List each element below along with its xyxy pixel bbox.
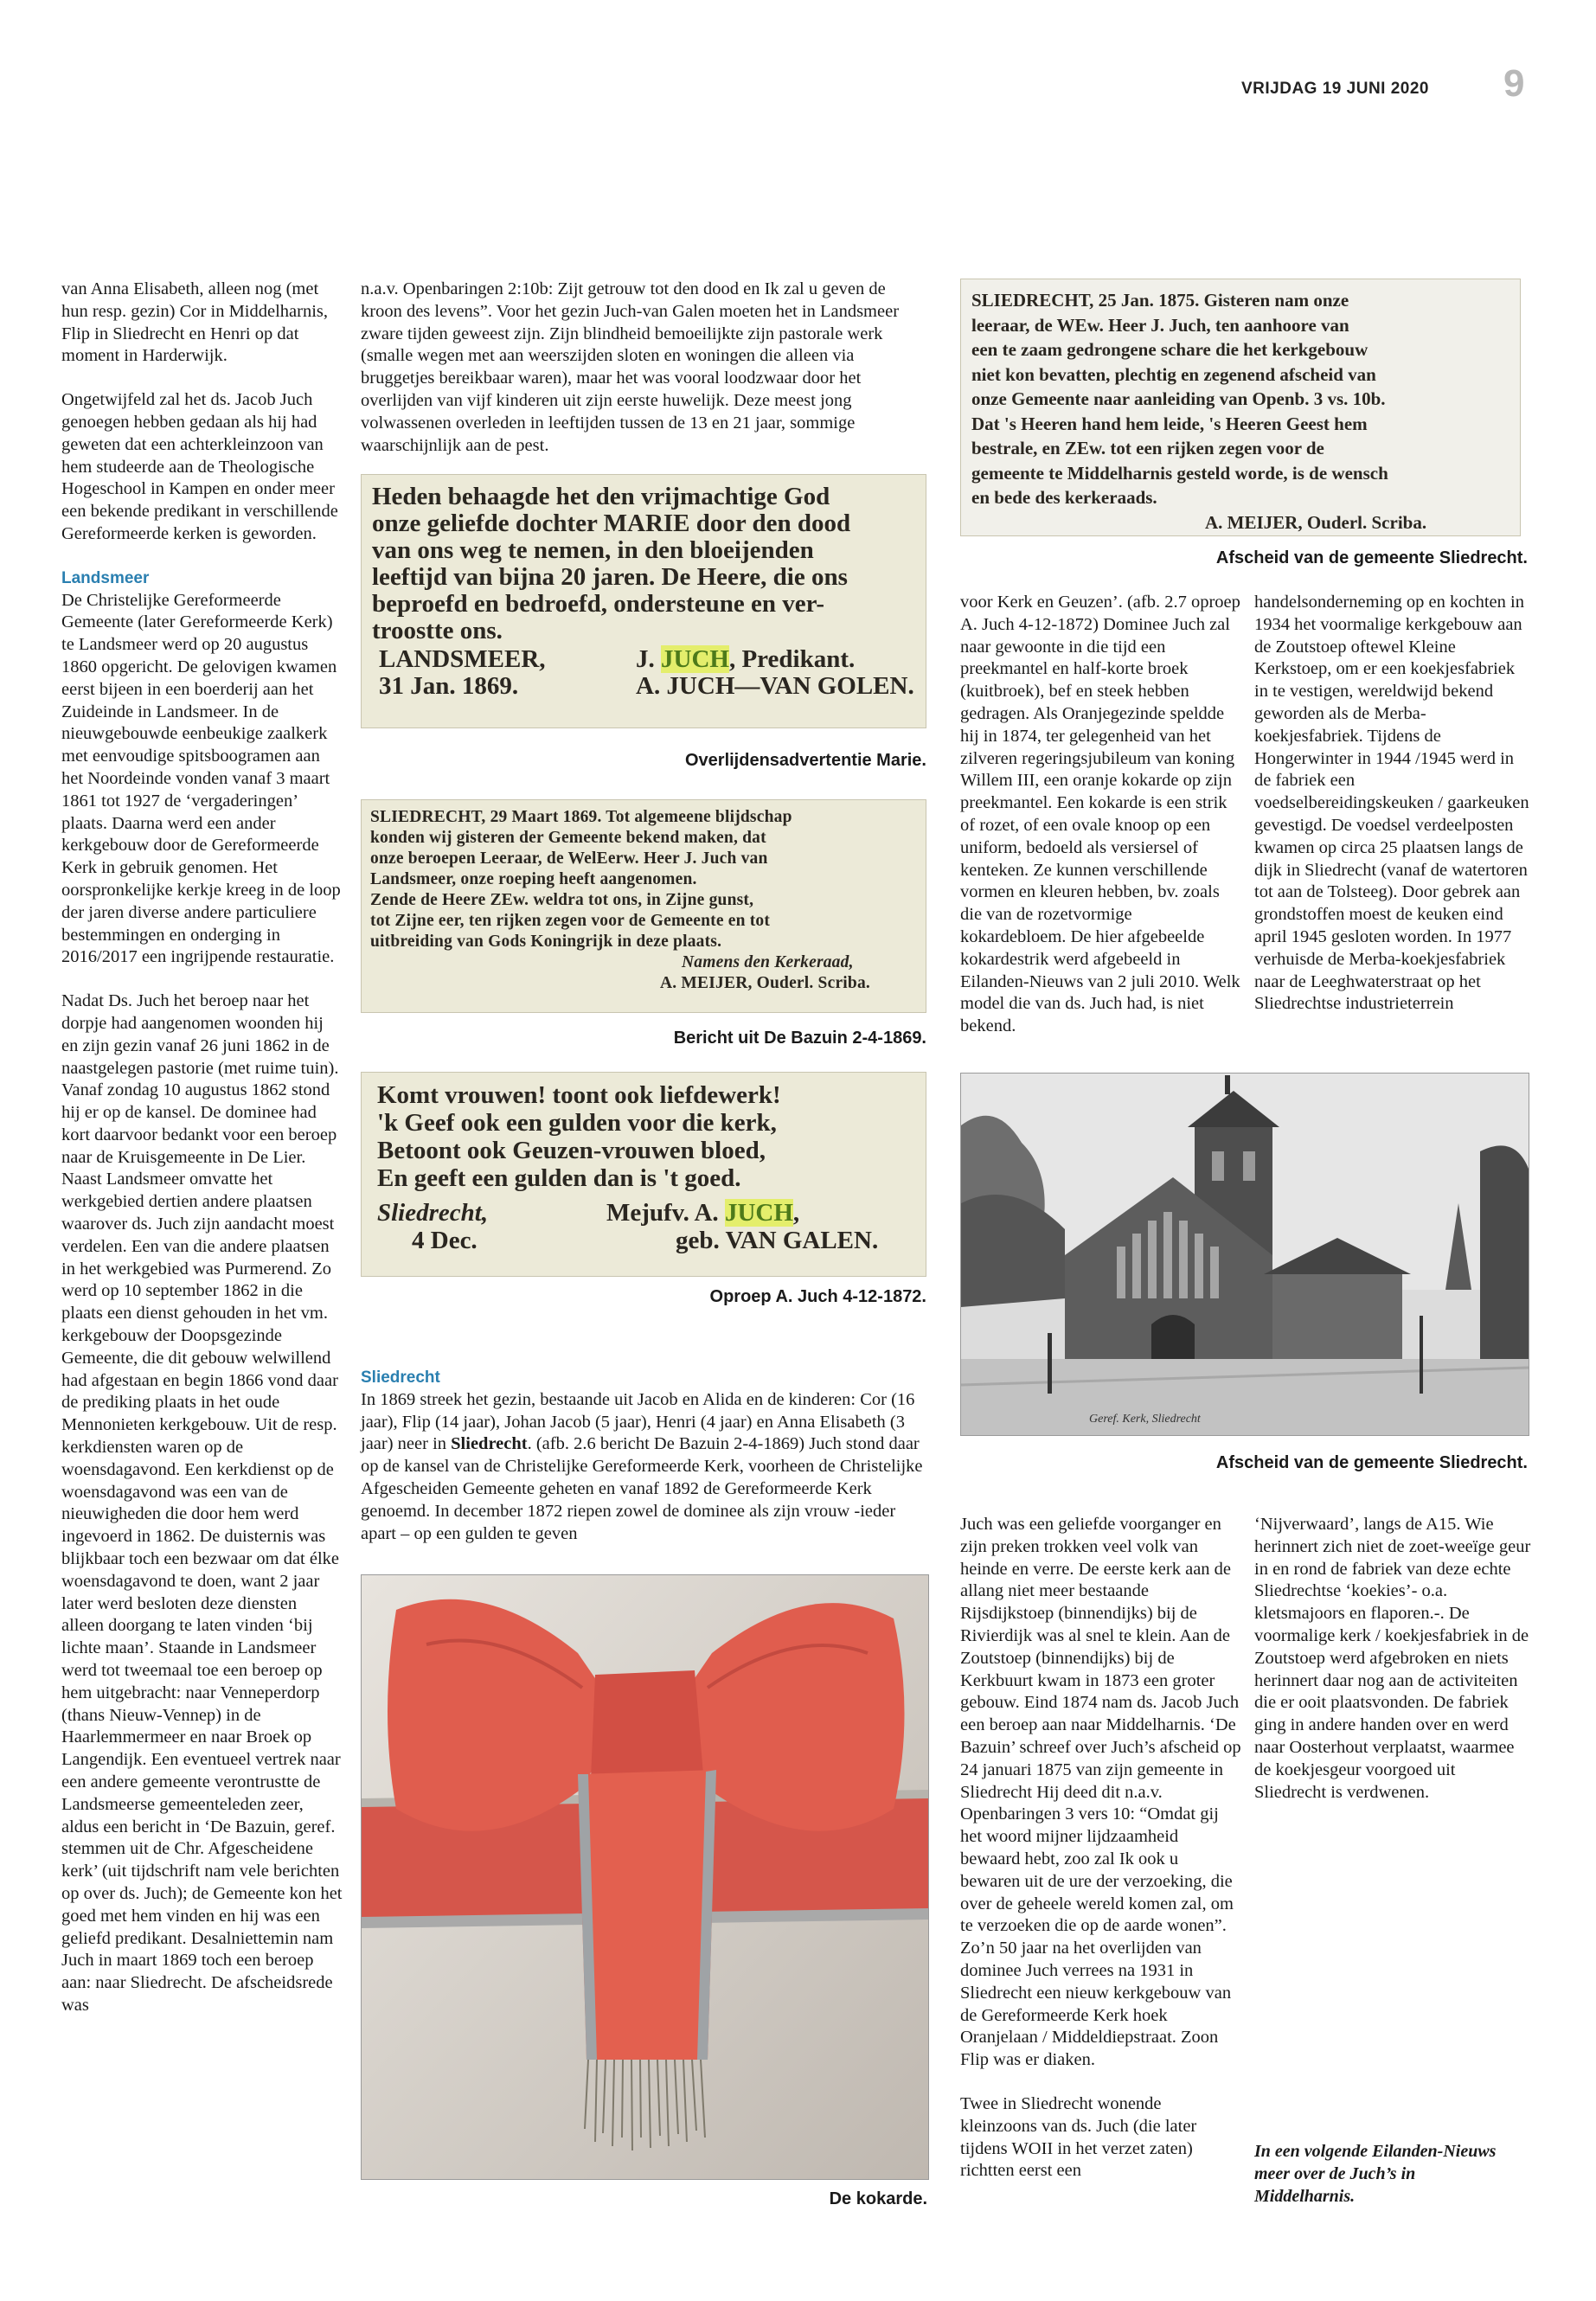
clip3-line: Betoont ook Geuzen-vrouwen bloed,: [377, 1137, 766, 1164]
death-notice-clipping: [361, 474, 926, 728]
clip4-line: Dat 's Heeren hand hem leide, 's Heeren Geest hem: [971, 413, 1368, 434]
clip3-signature-2: geb. VAN GALEN.: [676, 1227, 879, 1254]
clip1-line: van ons weg te nemen, in den bloeijenden: [372, 536, 814, 564]
clip1-date: 31 Jan. 1869.: [379, 672, 519, 700]
church-image: [961, 1074, 1529, 1435]
clip4-line: SLIEDRECHT, 25 Jan. 1875. Gisteren nam onze: [971, 290, 1349, 311]
col1-paragraph-1: van Anna Elisabeth, alleen nog (met hun resp. gezin) Cor in Middelharnis, Flip in Sliedrecht en Henri op dat moment in Harderwijk.: [61, 279, 329, 366]
col3-body: [960, 1514, 1241, 2204]
clip1-line: beproefd en bedroefd, ondersteune en ver-: [372, 590, 825, 618]
clip1-line: Heden behaagde het den vrijmachtige God: [372, 483, 830, 510]
clip3-line: En geeft een gulden dan is 't goed.: [377, 1164, 741, 1192]
clip1-line: onze geliefde dochter MARIE door den dood: [372, 510, 851, 537]
clip2-signature-2: A. MEIJER, Ouderl. Scriba.: [660, 974, 870, 992]
clip4-line: leeraar, de WEw. Heer J. Juch, ten aanhoore van: [971, 314, 1349, 336]
col1-paragraph-3: De Christelijke Gereformeerde Gemeente (later Gereformeerde Kerk) te Landsmeer werd op 20 augustus 1860 opgericht. De gelovigen kwamen eerst bijeen in een boerderij aan het Zuideinde in Landsmeer. In de nieuwgebouwde eenbeukige zaalkerk met eenvoudige spitsboogramen aan het Noordeinde vonden vanaf 3 maart 1861 tot 1927 de ‘vergaderingen’ plaats. Daarna werd een ander kerkgebouw door de Gereformeerde Kerk in gebruik genomen. Het oorspronkelijke kerkje kreeg in de loop der jaren diverse andere particuliere bestemmingen en onderging in 2016/2017 een ingrijpende restauratie.: [61, 590, 341, 967]
clip3-line: Komt vrouwen! toont ook liefdewerk!: [377, 1081, 781, 1109]
clip4-line: onze Gemeente naar aanleiding van Openb. 3 vs. 10b.: [971, 388, 1386, 409]
clip2-line: konden wij gisteren der Gemeente bekend maken, dat: [370, 829, 766, 847]
clip2-line: Landsmeer, onze roeping heeft aangenomen.: [370, 870, 697, 888]
col3-paragraph-a: voor Kerk en Geuzen’. (afb. 2.7 oproep A. Juch 4-12-1872) Dominee Juch zal naar gewoonte in die tijd een preekmantel en half-korte broek (kuitbroek), bef en steek hebben gedragen. Als Oranjegezinde speldde hij in 1874, ter gelegenheid van het zilveren regeringsjubileum van koning Willem III, een oranje kokarde op zijn preekmantel. Een kokarde is een strik of rozet, of een ovale knoop op een uniform, bedoeld als versiersel of kenteken. Ze kunnen verschillende vormen en kleuren hebben, bv. zoals die van de rozetvormige kokardebloem. De hier afgebeelde kokardestrik werd afgebeeld in Eilanden-Nieuws van 2 juli 2010. Welk model die van ds. Juch had, is niet bekend.: [960, 593, 1240, 1036]
clip3-line: 'k Geef ook een gulden voor die kerk,: [377, 1109, 777, 1137]
next-issue-note: In een volgende Eilanden-Nieuws meer over de Juch’s in Middelharnis.: [1254, 2142, 1497, 2206]
col2-paragraph-2: In 1869 streek het gezin, bestaande uit Jacob en Alida en de kinderen: Cor (16 jaar), Flip (14 jaar), Johan Jacob (5 jaar), Henri (4 jaar) en Anna Elisabeth (3 jaar) neer in Sliedrecht. (afb. 2.6 bericht De Bazuin 2-4-1869) Juch stond daar op de kansel van de Christelijke Gereformeerde Kerk, voorheen de Christelijke Afgescheiden Gemeente geheten en vanaf 1892 de Gereformeerde Kerk genoemd. In december 1872 riepen zowel de dominee als zijn vrouw -ieder apart – op een gulden te geven: [361, 1389, 923, 1543]
section-heading-landsmeer: Landsmeer: [61, 568, 150, 587]
clip3-signature-1: Mejufv. A. JUCH,: [606, 1199, 800, 1227]
clip3-place: Sliedrecht,: [377, 1199, 489, 1227]
sliedrecht-section: [361, 1367, 927, 1545]
clip1-line: leeftijd van bijna 20 jaren. De Heere, die ons: [372, 563, 848, 591]
bazuin-notice-clipping: [361, 799, 926, 1013]
kokarde-image: [362, 1575, 928, 2179]
caption-farewell-clipping: Afscheid van de gemeente Sliedrecht.: [1215, 548, 1528, 567]
clip4-line: bestrale, en ZEw. tot een rijken zegen voor de: [971, 438, 1324, 458]
col4-paragraph-b: ‘Nijverwaard’, langs de A15. Wie herinnert zich niet de zoet-weeïge geur in en rond de fabriek van deze echte Sliedrechtse ‘koekies’- o.a. kletsmajoors en flaporen.-. De voormalige kerk / koekjesfabriek in de Zoutstoep werd afgebroken en niets herinnert daar nog aan de activiteiten die er ooit plaatsvonden. De fabriek ging in andere handen over en werd naar Oosterhout verplaatst, waarmee de koekjesgeur voorgoed uit Sliedrecht is verdwenen.: [1254, 1515, 1531, 1802]
col2-paragraph-1: n.a.v. Openbaringen 2:10b: Zijt getrouw tot den dood en Ik zal u geven de kroon des levens”. Voor het gezin Juch-van Galen moeten het in Landsmeer zware tijden geweest zijn. Zijn blindheid bemoeilijkte zijn pastorale werk (smalle wegen met aan weerszijden sloten en woningen die alleen via bruggetjes bereikbaar waren), maar het was vooral loodzwaar door het overlijden van vijf kinderen uit zijn eerste huwelijk. Deze meest jong volwassenen overleden in leeftijden tussen de 13 en 21 jaar, sommige waarschijnlijk aan de pest.: [361, 279, 900, 455]
clip4-line: gemeente te Middelharnis gesteld worde, is de wensch: [971, 462, 1388, 484]
section-heading-sliedrecht: Sliedrecht: [361, 1368, 440, 1387]
clip2-line: SLIEDRECHT, 29 Maart 1869. Tot algemeene blijdschap: [370, 808, 792, 826]
caption-appeal: Oproep A. Juch 4-12-1872.: [709, 1287, 926, 1306]
appeal-clipping: [361, 1072, 926, 1277]
caption-bazuin-notice: Bericht uit De Bazuin 2-4-1869.: [673, 1029, 926, 1048]
caption-kokarde: De kokarde.: [829, 2189, 927, 2208]
clip2-line: uitbreiding van Gods Koningrijk in deze plaats.: [370, 933, 722, 951]
farewell-clipping: [960, 279, 1521, 536]
clip4-line: een te zaam gedrongene schare die het kerkgebouw: [971, 339, 1368, 360]
clip1-line: troostte ons.: [372, 617, 503, 644]
col3-paragraph-c: Twee in Sliedrecht wonende kleinzoons van ds. Juch (die later tijdens WOII in het verzet zaten) richtten eerst een: [960, 2093, 1197, 2181]
church-photo: [960, 1073, 1529, 1436]
clip2-line: Zende de Heere ZEw. weldra tot ons, in Zijne gunst,: [370, 891, 754, 909]
col4-paragraph-a: handelsonderneming op en kochten in 1934 het voormalige kerkgebouw aan de Zoutstoep oftewel Kleine Kerkstoep, om er een koekjesfabriek in te vestigen, wereldwijd bekend geworden als de Merba-koekjesfabriek. Tijdens de Hongerwinter in 1944 /1945 werd in de fabriek een voedselbereidingskeuken / gaarkeuken gevestigd. De voedsel verdeelposten kwamen op circa 25 plaatsen langs de dijk in Sliedrecht (vanaf de watertoren tot aan de Tolsteeg). Door gebrek aan grondstoffen moest de keuken eind april 1945 gesloten worden. In 1977 verhuisde de Merba-koekjesfabriek naar de Leeghwaterstraat op het Sliedrechtse industrieterrein: [1254, 593, 1529, 1014]
col3-paragraph-b: Juch was een geliefde voorganger en zijn preken trokken veel volk van heinde en verre. De eerste kerk aan de allang niet meer bestaande Rijsdijkstoep (binnendijks) bij de Rivierdijk was al snel te klein. Aan de Zoutstoep (binnendijks) bij de Kerkbuurt kwam in 1873 een groter gebouw. Eind 1874 nam ds. Jacob Juch een beroep aan naar Middelharnis. ‘De Bazuin’ schreef over Juch’s afscheid op 24 januari 1875 van zijn gemeente in Sliedrecht Hij deed dit n.a.v. Openbaringen 3 vers 10: “Omdat gij het woord mijner lijdzaamheid bewaard hebt, zoo zal Ik ook u bewaren uit de ure der verzoeking, die over de geheele wereld komen zal, om te verzoeken die op de aarde wonen”. Zo’n 50 jaar na het overlijden van dominee Juch verrees na 1931 in Sliedrecht een nieuw kerkgebouw van de Gereformeerde Kerk hoek Oranjelaan / Middeldiepstraat. Zoon Flip was er diaken.: [960, 1515, 1241, 2070]
church-photo-caption: Geref. Kerk, Sliedrecht: [1089, 1413, 1201, 1426]
kokarde-photo: [361, 1574, 929, 2180]
clip1-signature-1: J. JUCH, Predikant.: [636, 645, 856, 673]
column-1: [61, 279, 343, 2039]
col1-paragraph-4: Nadat Ds. Juch het beroep naar het dorpje had aangenomen woonden hij en zijn gezin vanaf 26 juni 1862 in de naastgelegen pastorie (met ruime tuin). Vanaf zondag 10 augustus 1862 stond hij er op de kansel. De dominee had kort daarvoor bedankt voor een beroep naar de Kruisgemeente in De Lier. Naast Landsmeer omvatte het werkgebied dertien andere plaatsen waarover ds. Juch zijn aandacht moest verdelen. Een van die andere plaatsen in het werkgebied was Purmerend. Zo werd op 10 september 1862 in die plaats een dienst gehouden in het vm. kerkgebouw der Doopsgezinde Gemeente, die dit gebouw welwillend had afgestaan en begin 1866 vond daar de prediking plaats in het oude Mennonieten kerkgebouw. Uit de resp. kerkdiensten waren op de woensdagavond. Een kerkdienst op de woensdagavond was een van de nieuwigheden die door hem werd ingevoerd in 1862. De duisternis was blijkbaar toch een bezwaar om dat élke woensdagavond te doen, want 2 jaar later werd besloten deze diensten alleen doorgang te laten vinden ‘bij lichte maan’. Staande in Landsmeer werd tot tweemaal toe een beroep op hem uitgebracht: naar Venneperdorp (thans Nieuw-Vennep) in de Haarlemmermeer en naar Broek op Langendijk. Een eventueel vertrek naar een andere gemeente verontrustte de Landsmeerse gemeenteleden zeer, aldus een bericht in ‘De Bazuin, geref. stemmen uit de Chr. Afgescheidene kerk’ (uit tijdschrift nam vele berichten op over ds. Juch); de Gemeente kon het goed met hem vinden en hij was een geliefd predikant. Desalniettemin nam Juch in maart 1869 toch een beroep aan: naar Sliedrecht. De afscheidsrede was: [61, 991, 343, 2015]
clip1-signature-2: A. JUCH—VAN GOLEN.: [636, 672, 914, 700]
col1-paragraph-2: Ongetwijfeld zal het ds. Jacob Juch genoegen hebben gedaan als hij had geweten dat een achterkleinzoon van hem studeerde aan de Theologische Hogeschool in Kampen en onder meer een bekende predikant in verschillende Gereformeerde kerken is geworden.: [61, 390, 338, 543]
issue-date: VRIJDAG 19 JUNI 2020: [1241, 80, 1429, 98]
clip2-signature-1: Namens den Kerkeraad,: [682, 953, 854, 971]
clip4-signature: A. MEIJER, Ouderl. Scriba.: [1205, 511, 1427, 533]
clip4-line: niet kon bevatten, plechtig en zegenend afscheid van: [971, 363, 1376, 385]
clip4-line: en bede des kerkeraads.: [971, 487, 1157, 508]
clip1-place: LANDSMEER,: [379, 645, 546, 673]
clip3-date: 4 Dec.: [412, 1227, 478, 1254]
caption-death-notice: Overlijdensadvertentie Marie.: [684, 751, 926, 770]
clip2-line: tot Zijne eer, ten rijken zegen voor de Gemeente en tot: [370, 912, 771, 930]
page-number: 9: [1503, 62, 1525, 105]
clip2-line: onze beroepen Leeraar, de WelEerw. Heer J. Juch van: [370, 849, 768, 868]
caption-church-photo: Afscheid van de gemeente Sliedrecht.: [1215, 1453, 1528, 1472]
